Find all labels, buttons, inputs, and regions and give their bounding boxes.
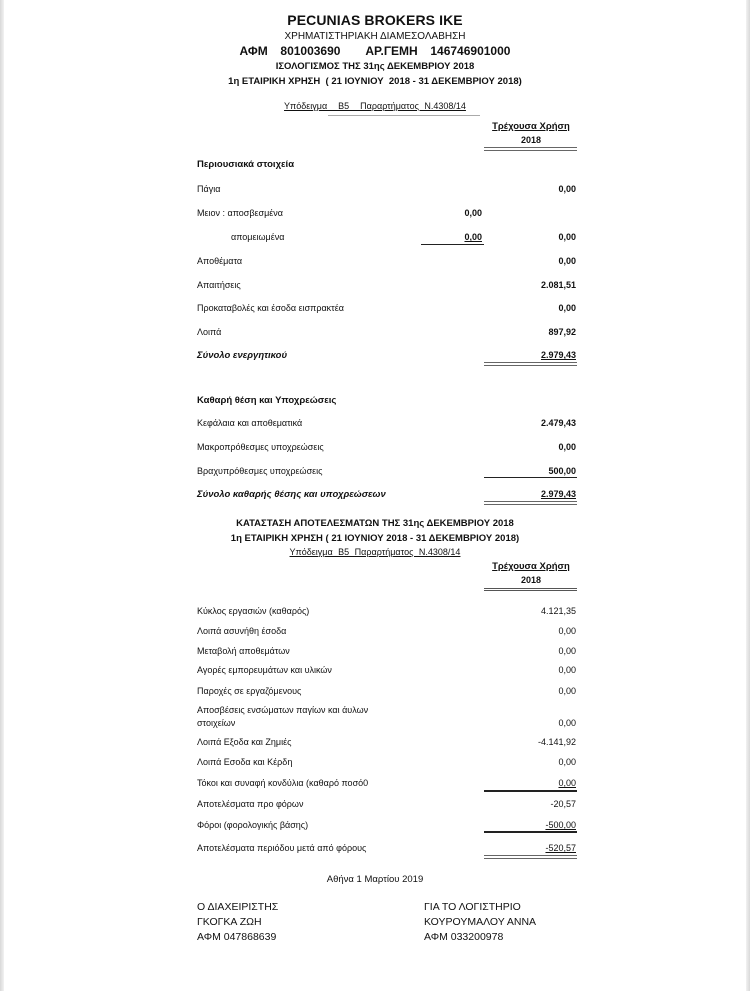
accountant-afm: ΑΦΜ 033200978 — [424, 931, 504, 943]
row-label: Μακροπρόθεσμες υποχρεώσεις — [197, 442, 324, 452]
assets-total-label: Σύνολο ενεργητικού — [197, 350, 288, 361]
income-column-year: 2018 — [520, 575, 542, 585]
tax-rule — [484, 831, 577, 833]
row-value: 2.479,43 — [540, 418, 576, 428]
row-value: 0,00 — [558, 718, 576, 728]
row-label: απομειωμένα — [231, 232, 285, 242]
income-column-rule — [484, 588, 577, 591]
row-label: Λοιπά Εξοδα και Ζημιές — [197, 737, 292, 747]
row-label: Λοιπά — [197, 327, 222, 337]
row-value: 500,00 — [548, 466, 576, 476]
balance-sheet-period: 1η ΕΤΑΙΡΙΚΗ ΧΡΗΣΗ ( 21 ΙΟΥΝΙΟΥ 2018 - 31 ΔΕΚΕΜΒΡΙΟΥ 2018) — [228, 76, 522, 87]
income-column-title: Τρέχουσα Χρήση — [492, 561, 570, 572]
row-label: Λοιπά Εσοδα και Κέρδη — [197, 757, 293, 767]
assets-total-value: 2.979,43 — [540, 350, 576, 360]
liabilities-total-label: Σύνολο καθαρής θέσης και υποχρεώσεων — [197, 489, 386, 500]
row-label: Πάγια — [197, 184, 221, 194]
row-value: 0,00 — [558, 232, 576, 242]
manager-signature — [197, 900, 278, 945]
income-statement-title: ΚΑΤΑΣΤΑΣΗ ΑΠΟΤΕΛΕΣΜΑΤΩΝ ΤΗΣ 31ης ΔΕΚΕΜΒΡΙΟΥ 2018 — [236, 518, 514, 529]
row-label: Αποθέματα — [197, 256, 243, 266]
row-label: Κύκλος εργασιών (καθαρός) — [197, 606, 310, 616]
balance-sheet-model: Υπόδειγμα Β5 Παραρτήματος Ν.4308/14 — [284, 101, 466, 111]
row-value: 0,00 — [558, 442, 576, 452]
row-subvalue: 0,00 — [464, 232, 482, 242]
row-label: Αποτελέσματα προ φόρων — [197, 799, 304, 809]
page-edge-right — [746, 0, 750, 991]
row-value: 0,00 — [558, 665, 576, 675]
row-label: Παροχές σε εργαζόμενους — [197, 686, 302, 696]
row-value: -500,00 — [545, 820, 576, 830]
row-value: -520,57 — [545, 843, 576, 853]
assets-heading: Περιουσιακά στοιχεία — [197, 159, 295, 170]
row-value: 0,00 — [558, 757, 576, 767]
row-label: Αγορές εμπορευμάτων και υλικών — [197, 665, 332, 675]
row-label: Βραχυπρόθεσμες υποχρεώσεις — [197, 466, 323, 476]
balance-column-year: 2018 — [520, 135, 542, 145]
row-label: Μειον : αποσβεσμένα — [197, 208, 284, 218]
row-subvalue: 0,00 — [464, 208, 482, 218]
row-value: 2.081,51 — [540, 280, 576, 290]
assets-total-rule — [484, 362, 577, 366]
subtotal-rule — [421, 244, 484, 245]
manager-name: ΓΚΟΓΚΑ ΖΩΗ — [197, 916, 262, 928]
page-edge-left — [0, 0, 4, 991]
row-value: 0,00 — [558, 626, 576, 636]
balance-column-rule — [484, 147, 577, 151]
liabilities-heading: Καθαρή θέση και Υποχρεώσεις — [197, 395, 337, 406]
row-label: Κεφάλαια και αποθεματικά — [197, 418, 303, 428]
row-value: -20,57 — [550, 799, 576, 809]
row-label: Τόκοι και συναφή κονδύλια (καθαρό ποσό0 — [197, 778, 369, 788]
row-label: Φόροι (φορολογικής βάσης) — [197, 820, 309, 830]
row-label: Λοιπά ασυνήθη έσοδα — [197, 626, 287, 636]
row-value: 0,00 — [558, 646, 576, 656]
accountant-name: ΚΟΥΡΟΥΜΑΛΟΥ ΑΝΝΑ — [424, 916, 537, 928]
company-ids: ΑΦΜ 801003690 ΑΡ.ΓΕΜΗ 146746901000 — [239, 44, 511, 58]
manager-role: Ο ΔΙΑΧΕΙΡΙΣΤΗΣ — [197, 901, 279, 913]
signature-date: Αθήνα 1 Μαρτίου 2019 — [326, 874, 424, 885]
balance-sheet-title: ΙΣΟΛΟΓΙΣΜΟΣ ΤΗΣ 31ης ΔΕΚΕΜΒΡΙΟΥ 2018 — [275, 61, 475, 72]
row-label: Μεταβολή αποθεμάτων — [197, 646, 290, 656]
row-label-continued: στοιχείων — [197, 718, 236, 728]
liabilities-subtotal-rule — [484, 477, 577, 478]
row-value: 0,00 — [558, 686, 576, 696]
liabilities-total-value: 2.979,43 — [540, 489, 576, 499]
row-label: Αποτελέσματα περιόδου μετά από φόρους — [197, 843, 367, 853]
company-name: PECUNIAS BROKERS IKE — [287, 12, 463, 28]
accountant-signature — [424, 900, 536, 945]
row-label: Αποσβέσεις ενσώματων παγίων και άυλων — [197, 705, 369, 715]
row-label: Απαιτήσεις — [197, 280, 241, 290]
pretax-rule — [484, 790, 577, 792]
manager-afm: ΑΦΜ 047868639 — [197, 931, 277, 943]
row-value: 0,00 — [558, 303, 576, 313]
income-statement-period: 1η ΕΤΑΙΡΙΚΗ ΧΡΗΣΗ ( 21 ΙΟΥΝΙΟΥ 2018 - 31 ΔΕΚΕΜΒΡΙΟΥ 2018) — [230, 533, 520, 544]
row-value: 4.121,35 — [540, 606, 576, 616]
row-value: 897,92 — [548, 327, 576, 337]
accountant-role: ΓΙΑ ΤΟ ΛΟΓΙΣΤΗΡΙΟ — [424, 901, 521, 913]
balance-column-title: Τρέχουσα Χρήση — [492, 121, 570, 132]
row-value: 0,00 — [558, 256, 576, 266]
row-label: Προκαταβολές και έσοδα εισπρακτέα — [197, 303, 344, 313]
header-rule — [328, 115, 480, 116]
row-value: 0,00 — [558, 184, 576, 194]
net-result-rule — [484, 855, 577, 859]
liabilities-total-rule — [484, 501, 577, 505]
company-activity: ΧΡΗΜΑΤΙΣΤΗΡΙΑΚΗ ΔΙΑΜΕΣΟΛΑΒΗΣΗ — [284, 31, 466, 42]
row-value: 0,00 — [558, 778, 576, 788]
row-value: -4.141,92 — [537, 737, 576, 747]
income-statement-model: Υπόδειγμα Β5 Παραρτήματος Ν.4308/14 — [289, 547, 461, 557]
